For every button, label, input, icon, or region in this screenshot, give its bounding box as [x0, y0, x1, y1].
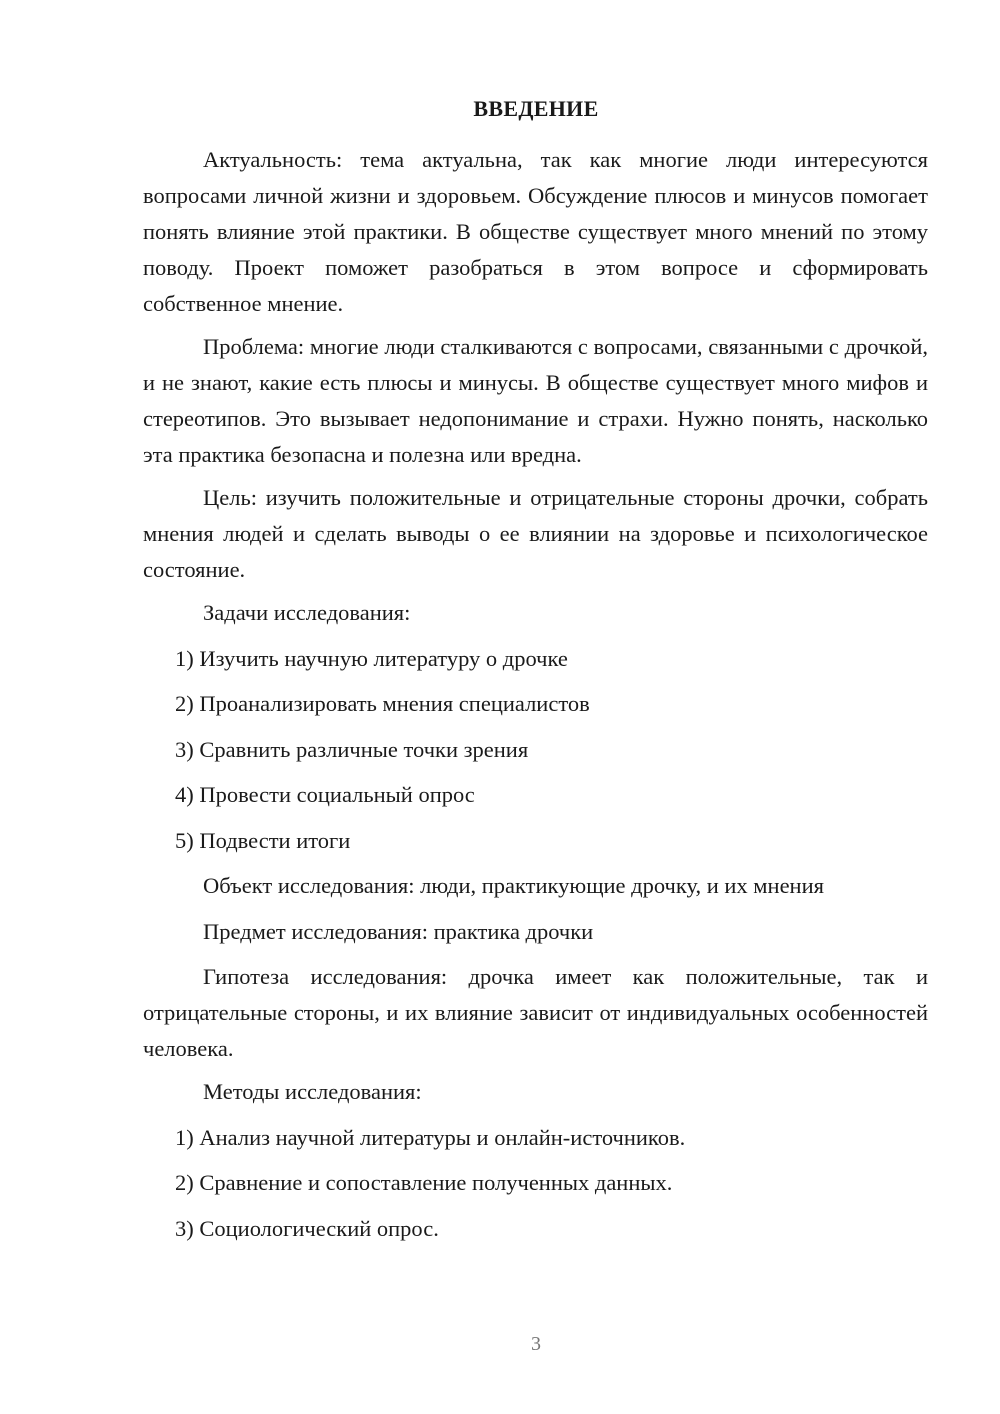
method-item: 3) Социологический опрос. [175, 1216, 439, 1241]
methods-heading: Методы исследования: [203, 1079, 422, 1104]
object-line: Объект исследования: люди, практикующие дрочку, и их мнения [203, 873, 824, 898]
goal-paragraph: Цель: изучить положительные и отрицательные стороны дрочки, собрать мнения людей и сделать выводы о ее влиянии на здоровье и психологическое состояние. [143, 485, 928, 582]
method-item: 1) Анализ научной литературы и онлайн-источников. [175, 1125, 686, 1150]
subject-line: Предмет исследования: практика дрочки [203, 919, 594, 944]
page-title: ВВЕДЕНИЕ [473, 96, 599, 121]
task-item: 4) Провести социальный опрос [175, 782, 475, 807]
task-item: 3) Сравнить различные точки зрения [175, 737, 529, 762]
method-item: 2) Сравнение и сопоставление полученных данных. [175, 1170, 673, 1195]
page-number: 3 [531, 1333, 541, 1355]
relevance-paragraph: Актуальность: тема актуальна, так как многие люди интересуются вопросами личной жизни и здоровьем. Обсуждение плюсов и минусов помогает понять влияние этой практики. В обществе существует много мнений по этому поводу. Проект поможет разобраться в этом вопросе и сформировать собственное мнение. [143, 147, 928, 316]
hypothesis-paragraph: Гипотеза исследования: дрочка имеет как положительные, так и отрицательные стороны, и их влияние зависит от индивидуальных особенностей человека. [143, 964, 928, 1061]
task-item: 2) Проанализировать мнения специалистов [175, 691, 590, 716]
task-item: 5) Подвести итоги [175, 828, 351, 853]
task-item: 1) Изучить научную литературу о дрочке [175, 646, 568, 671]
tasks-heading: Задачи исследования: [203, 600, 411, 625]
problem-paragraph: Проблема: многие люди сталкиваются с вопросами, связанными с дрочкой, и не знают, какие есть плюсы и минусы. В обществе существует много мифов и стереотипов. Это вызывает недопонимание и страхи. Нужно понять, насколько эта практика безопасна и полезна или вредна. [143, 334, 928, 467]
